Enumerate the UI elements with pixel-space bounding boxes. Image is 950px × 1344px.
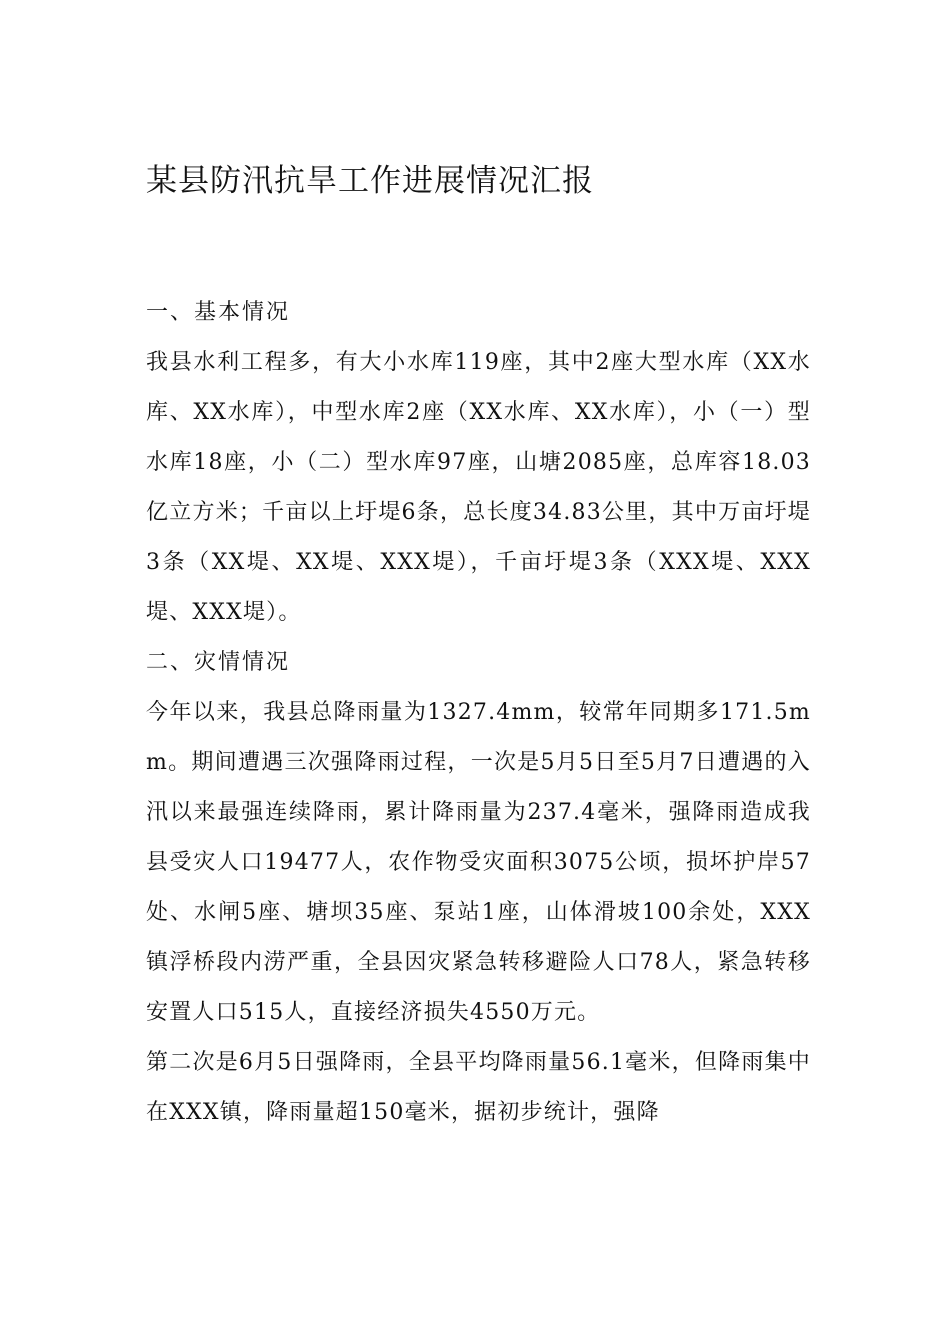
paragraph-basic-info: 我县水利工程多，有大小水库119座，其中2座大型水库（XX水库、XX水库），中型水库2座（XX水库、XX水库），小（一）型水库18座，小（二）型水库97座，山塘2085座，总库容18.03亿立方米；千亩以上圩堤6条，总长度34.83公里，其中万亩圩堤3条（XX堤、XX堤、XXX堤），千亩圩堤3条（XXX堤、XXX堤、XXX堤）。 <box>146 350 811 625</box>
section-heading-disaster-info: 二、灾情情况 <box>146 650 291 675</box>
paragraph-disaster-first-event: 今年以来，我县总降雨量为1327.4mm，较常年同期多171.5mm。期间遭遇三次强降雨过程，一次是5月5日至5月7日遭遇的入汛以来最强连续降雨，累计降雨量为237.4毫米，强降雨造成我县受灾人口19477人，农作物受灾面积3075公顷，损坏护岸57处、水闸5座、塘坝35座、泵站1座，山体滑坡100余处，XXX镇浮桥段内涝严重，全县因灾紧急转移避险人口78人，紧急转移安置人口515人，直接经济损失4550万元。 <box>146 700 811 1025</box>
document-title: 某县防汛抗旱工作进展情况汇报 <box>146 163 594 199</box>
section-heading-basic-info: 一、基本情况 <box>146 300 291 325</box>
document-body <box>146 288 811 1138</box>
paragraph-disaster-second-event: 第二次是6月5日强降雨，全县平均降雨量56.1毫米，但降雨集中在XXX镇，降雨量超150毫米，据初步统计，强降 <box>146 1050 811 1125</box>
